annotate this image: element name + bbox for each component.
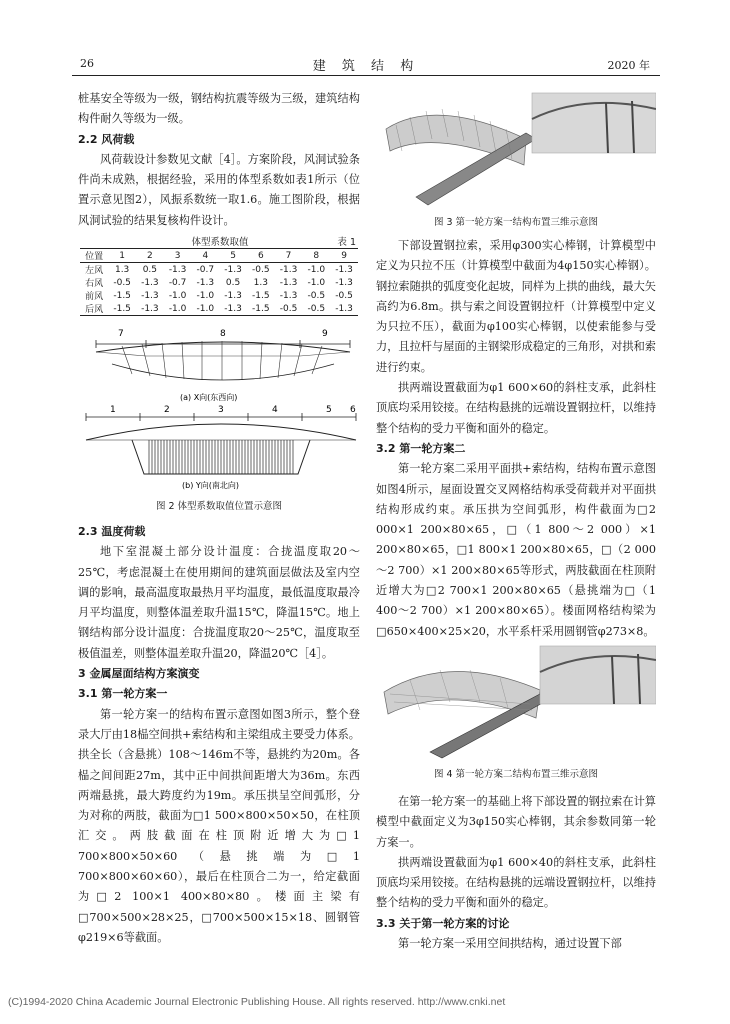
table-row — [80, 276, 358, 289]
left-col-top — [78, 89, 360, 231]
table-head-cell: 5 — [230, 250, 236, 261]
header-rule — [72, 75, 660, 76]
paragraph: 第一轮方案二采用平面拱+索结构，结构布置示意图如图4所示，屋面设置交叉网格结构承受荷载并对平面拱结构形成约束。承压拱为空间弧形，构件截面为□2 000×1 200×80×65，□（1 800～2 000）×1 200×80×65，□1 800×1 200×80×65，□（2 000～2 700）×1 200×80×65等形式，两肢截面在柱顶附近增大为□2 700×1 200×80×65（悬挑端为□（1 400～2 700）×1 200×80×65）。楼面网格结构梁为□650×400×25×20，水平系杆采用圆钢管φ273×8。 — [376, 462, 656, 638]
roof-curve — [86, 424, 356, 440]
subfigure-label: (a) X向(东西向) — [180, 393, 238, 402]
wind-position-diagram — [82, 324, 360, 494]
table-cell: -1.0 — [196, 290, 215, 301]
table-head-cell: 4 — [202, 250, 209, 261]
table-head-cell: 3 — [174, 250, 181, 261]
page-number: 26 — [80, 57, 94, 70]
table-head-cell: 2 — [147, 250, 153, 261]
zone-label: 2 — [164, 405, 170, 415]
paragraph: 拱两端设置截面为φ1 600×60的斜柱支承，此斜柱顶底均采用铰接。在结构悬挑的远端设置钢拉杆，以维持整个结构的受力平衡和面外的稳定。 — [376, 381, 656, 435]
detail-render — [532, 93, 656, 153]
table-cell: -1.0 — [307, 277, 326, 288]
table-cell: -0.5 — [307, 303, 326, 314]
zone-label: 4 — [272, 405, 278, 415]
zone-label: 7 — [118, 329, 124, 339]
paragraph: 在第一轮方案一的基础上将下部设置的钢拉索在计算模型中截面定义为3φ150实心棒钢，其余参数同第一轮方案一。 — [376, 795, 656, 849]
journal-year: 2020 年 — [607, 59, 650, 72]
paragraph: 桩基安全等级为一级，钢结构抗震等级为三级，建筑结构构件耐久等级为一级。 — [78, 92, 360, 126]
table-cell: -0.5 — [113, 277, 131, 288]
copyright-footer: (C)1994-2020 China Academic Journal Electronic Publishing House. All rights reserved. http://www.cnki.net — [8, 996, 506, 1008]
table-head-cell: 9 — [341, 250, 347, 261]
paragraph: 风荷载设计参数见文献［4］。方案阶段，风洞试验条件尚未成熟，根据经验，采用的体型系数如表1所示（位置示意见图2），风振系数统一取1.6。施工图阶段，根据风洞试验的结果复核构件设计。 — [78, 152, 360, 227]
figure-2 — [82, 324, 360, 494]
journal-title: 建 筑 结 构 — [312, 59, 420, 74]
table-cell: -0.7 — [196, 264, 215, 275]
section-heading: 2.2 风荷载 — [78, 132, 135, 146]
roof-curve — [96, 342, 350, 352]
table-cell: -1.3 — [224, 303, 242, 314]
table-row — [80, 302, 358, 316]
coefficient-table — [80, 248, 358, 316]
left-col-bottom — [78, 522, 360, 948]
table-cell: -1.5 — [113, 303, 131, 314]
section-heading: 3.2 第一轮方案二 — [376, 441, 466, 455]
table-cell: -1.3 — [141, 277, 159, 288]
figure-2-caption: 图 2 体型系数取值位置示意图 — [155, 501, 283, 512]
structure-3d-render — [380, 644, 656, 760]
table-cell: -1.5 — [252, 290, 270, 301]
paragraph: 第一轮方案一的结构布置示意图如图3所示，整个登录大厅由18榀空间拱+索结构和主梁组成主要受力体系。拱全长（含悬挑）108～146m不等，悬挑约为20m。各榀之间间距27m，其中正中间拱间距增大为36m。东西两端悬挑，最大跨度约为19m。承压拱呈空间弧形，分为对称的两肢，截面为□1 500×800×50×50，在柱顶汇交。两肢截面在柱顶附近增大为□1 700×800×50×60（悬挑端为□1 700×800×60×60），最后在柱顶合二为一，给定截面为□2 100×1 400×80×80。楼面主梁有□700×500×28×25，□700×500×15×18、圆钢管φ219×6等截面。 — [78, 707, 360, 944]
table-1 — [80, 234, 360, 316]
table-cell: -1.0 — [196, 303, 215, 314]
table-cell: 1.3 — [253, 277, 268, 288]
table-cell: 0.5 — [225, 277, 241, 288]
table-cell: -1.3 — [279, 290, 298, 301]
page-header — [72, 55, 660, 73]
table-row — [80, 263, 358, 277]
table-cell: -1.3 — [335, 303, 353, 314]
table-cell: -0.5 — [252, 264, 270, 275]
zone-label: 9 — [322, 329, 328, 339]
table-cell: -0.5 — [335, 290, 353, 301]
table-cell: -1.3 — [141, 303, 159, 314]
cable-curve — [112, 364, 334, 380]
table-cell: -1.5 — [252, 303, 270, 314]
table-head-cell: 8 — [313, 250, 320, 261]
table-cell: 后风 — [85, 305, 104, 315]
figure-4-caption: 图 4 第一轮方案二结构布置三维示意图 — [433, 769, 599, 780]
figure-4 — [380, 644, 656, 760]
table-cell: -0.5 — [279, 303, 298, 314]
structure-3d-render — [376, 89, 656, 207]
zone-label: 6 — [350, 405, 356, 415]
table-cell: -1.3 — [279, 277, 298, 288]
table-cell: -0.7 — [168, 277, 187, 288]
table-cell: -1.3 — [141, 290, 159, 301]
section-heading: 2.3 温度荷载 — [78, 525, 146, 538]
right-col-bottom — [376, 792, 656, 954]
table-cell: 左风 — [85, 266, 104, 276]
zone-label: 8 — [220, 329, 226, 339]
zone-label: 3 — [218, 405, 224, 415]
paragraph: 拱两端设置截面为φ1 600×40的斜柱支承，此斜柱顶底均采用铰接。在结构悬挑的远端设置钢拉杆，以维持整个结构的受力平衡和面外的稳定。 — [376, 855, 656, 910]
table-cell: -1.3 — [196, 277, 215, 288]
table-cell: -1.5 — [113, 290, 131, 301]
table-row — [80, 289, 358, 302]
table-cell: 0.5 — [142, 264, 158, 275]
figure-3-caption: 图 3 第一轮方案一结构布置三维示意图 — [433, 217, 599, 228]
paragraph: 第一轮方案一采用空间拱结构，通过设置下部 — [398, 937, 622, 951]
table-header-row — [80, 249, 358, 263]
section-heading: 3.3 关于第一轮方案的讨论 — [376, 916, 510, 930]
roof-chord — [96, 352, 350, 356]
paragraph: 地下室混凝土部分设计温度：合拢温度取20～25℃，考虑混凝土在使用期间的建筑面层做法及室内空调的影响，最高温度取最热月平均温度，最低温度取最冷月平均温度，则整体温差取升温15℃，降温15℃。地上钢结构部分设计温度：合拢温度取20～25℃，温度取至极值温差，则整体温差取升温20，降温20℃［4］。 — [78, 545, 360, 660]
table-cell: 前风 — [85, 292, 104, 302]
paragraph: 下部设置钢拉索，采用φ300实心棒钢，计算模型中定义为只拉不压（计算模型中截面为4φ150实心棒钢）。钢拉索随拱的弧度变化起坡，同样为上拱的曲线，最大矢高约为6.8m。拱与索之间设置钢拉杆（计算模型中定义为只拉不压），截面为φ100实心棒钢，以使索能参与受力，且拉杆与屋面的主钢梁形成稳定的三角形，对拱和索进行约束。 — [376, 239, 656, 374]
table-cell: 右风 — [85, 279, 104, 289]
table-cell: -1.3 — [335, 264, 353, 275]
table-cell: -1.3 — [224, 264, 242, 275]
table-head-cell: 位置 — [85, 252, 104, 262]
table-head-cell: 6 — [257, 250, 264, 261]
figure-3 — [376, 89, 656, 207]
table-label: 表 1 — [337, 237, 356, 248]
section-heading: 3 金属屋面结构方案演变 — [78, 667, 200, 681]
table-cell: -1.3 — [168, 264, 187, 275]
subfigure-label: (b) Y向(南北向) — [182, 481, 239, 490]
right-col-top — [376, 236, 656, 642]
table-cell: -0.5 — [307, 290, 326, 301]
table-cell: -1.0 — [307, 264, 326, 275]
zone-label: 1 — [110, 405, 116, 415]
table-cell: -1.3 — [279, 264, 298, 275]
table-cell: 1.3 — [114, 264, 130, 275]
table-title: 体型系数取值 — [191, 237, 249, 248]
table-cell: -1.3 — [224, 290, 242, 301]
table-cell: -1.0 — [168, 303, 187, 314]
table-cell: -1.3 — [335, 277, 353, 288]
table-cell: -1.0 — [168, 290, 187, 301]
zone-label: 5 — [326, 405, 332, 415]
section-heading: 3.1 第一轮方案一 — [78, 687, 168, 701]
table-head-cell: 7 — [285, 250, 292, 261]
table-head-cell: 1 — [119, 250, 125, 261]
column-grid — [148, 440, 294, 474]
